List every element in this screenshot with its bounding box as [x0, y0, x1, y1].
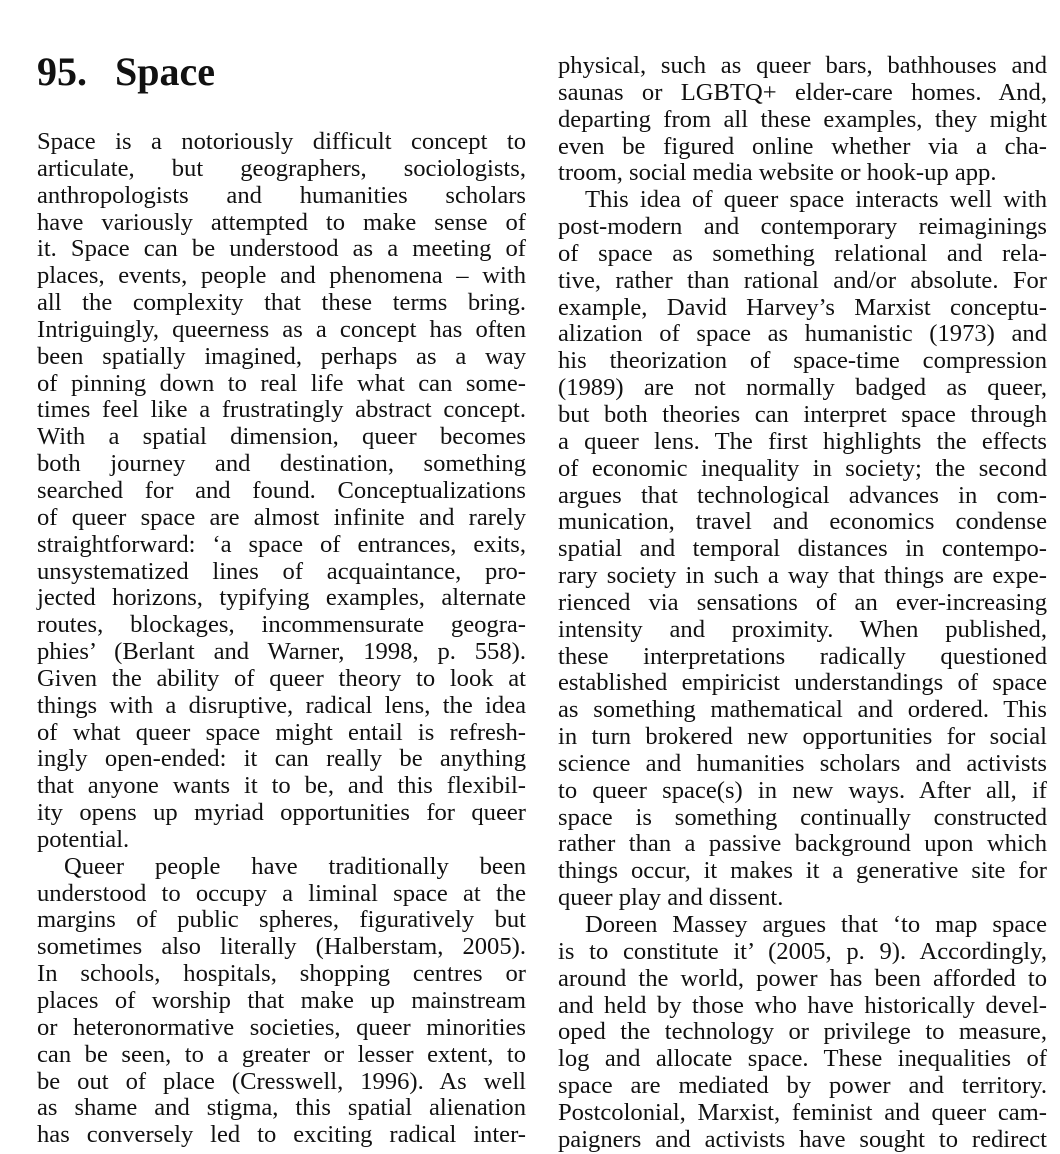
text-line: Given the ability of queer theory to look at — [37, 664, 526, 692]
text-line: times feel like a frustratingly abstract concept. — [37, 396, 526, 424]
text-line: anthropologists and humanities scholars — [37, 181, 526, 209]
text-line: of what queer space might entail is refresh- — [37, 718, 526, 746]
text-line: but both theories can interpret space through — [558, 400, 1047, 428]
text-line: (1989) are not normally badged as queer, — [558, 374, 1047, 402]
text-line: as shame and stigma, this spatial alienation — [37, 1094, 526, 1122]
text-line: saunas or LGBTQ+ elder-care homes. And, — [558, 78, 1047, 106]
text-line: rienced via sensations of an ever-increasing — [558, 588, 1047, 616]
text-line: searched for and found. Conceptualizations — [37, 476, 526, 504]
chapter-number: 95. — [37, 49, 87, 94]
text-line: or heteronormative societies, queer minorities — [37, 1013, 526, 1041]
text-line: around the world, power has been afforded to — [558, 964, 1047, 992]
text-line: these interpretations radically questioned — [558, 642, 1047, 670]
text-line: and held by those who have historically devel- — [558, 991, 1047, 1019]
text-line: places of worship that make up mainstream — [37, 987, 526, 1014]
text-line: sometimes also literally (Halberstam, 2005). — [37, 933, 526, 961]
text-line: a queer lens. The first highlights the effects — [558, 427, 1047, 455]
text-line: be out of place (Cresswell, 1996). As well — [37, 1067, 526, 1095]
text-line: of queer space are almost infinite and rarely — [37, 503, 526, 531]
text-line: that anyone wants it to be, and this flexibil- — [37, 772, 526, 800]
text-line: places, events, people and phenomena – with — [37, 262, 526, 290]
text-line: In schools, hospitals, shopping centres or — [37, 960, 526, 988]
text-line: it. Space can be understood as a meeting of — [37, 235, 526, 263]
text-line: as something mathematical and ordered. This — [558, 696, 1047, 724]
text-line: things occur, it makes it a generative site for — [558, 857, 1047, 885]
text-line: phies’ (Berlant and Warner, 1998, p. 558). — [37, 638, 526, 666]
left-text-column — [37, 129, 526, 1149]
text-line: to queer space(s) in new ways. After all, if — [558, 776, 1047, 804]
text-line: has conversely led to exciting radical inter- — [37, 1121, 526, 1149]
text-line: science and humanities scholars and activists — [558, 749, 1047, 777]
right-text-column — [558, 53, 1047, 1154]
chapter-title: Space — [115, 49, 215, 94]
text-line: unsystematized lines of acquaintance, pro- — [37, 557, 526, 585]
text-line: can be seen, to a greater or lesser extent, to — [37, 1040, 526, 1068]
text-line: both journey and destination, something — [37, 450, 526, 478]
text-line: routes, blockages, incommensurate geogra- — [37, 611, 526, 639]
text-line: ity opens up myriad opportunities for queer — [37, 799, 526, 827]
text-line: all the complexity that these terms bring. — [37, 289, 526, 317]
text-line: This idea of queer space interacts well with — [585, 186, 1047, 214]
text-line: rather than a passive background upon which — [558, 830, 1047, 858]
text-line: understood to occupy a liminal space at the — [37, 879, 526, 907]
text-line: jected horizons, typifying examples, alternate — [37, 584, 526, 612]
text-line: Intriguingly, queerness as a concept has often — [37, 315, 526, 343]
text-line: departing from all these examples, they might — [558, 105, 1047, 133]
text-line: intensity and proximity. When published, — [558, 615, 1047, 643]
text-line: oped the technology or privilege to measure, — [558, 1018, 1047, 1046]
text-line: physical, such as queer bars, bathhouses and — [558, 52, 1047, 79]
chapter-heading — [37, 46, 215, 98]
text-line: spatial and temporal distances in contempo- — [558, 535, 1047, 563]
text-line: Postcolonial, Marxist, feminist and queer cam- — [558, 1098, 1047, 1126]
text-line: been spatially imagined, perhaps as a way — [37, 342, 526, 370]
text-line: Queer people have traditionally been — [64, 852, 526, 880]
text-line: of space as something relational and rela- — [558, 239, 1047, 267]
text-line: log and allocate space. These inequalities of — [558, 1045, 1047, 1073]
text-line: margins of public spheres, figuratively but — [37, 906, 526, 934]
text-line: of pinning down to real life what can some- — [37, 369, 526, 397]
text-line: ingly open-ended: it can really be anything — [37, 745, 526, 773]
text-line: his theorization of space-time compression — [558, 347, 1047, 375]
text-line: rary society in such a way that things are expe- — [558, 562, 1047, 590]
text-line: munication, travel and economics condense — [558, 508, 1047, 536]
text-line: of economic inequality in society; the second — [558, 454, 1047, 482]
text-line: tive, rather than rational and/or absolute. For — [558, 266, 1047, 294]
text-line: things with a disruptive, radical lens, the idea — [37, 691, 526, 719]
text-line: potential. — [37, 825, 130, 853]
text-line: in turn brokered new opportunities for social — [558, 723, 1047, 751]
text-line: Doreen Massey argues that ‘to map space — [585, 911, 1047, 938]
text-line: post-modern and contemporary reimaginings — [558, 213, 1047, 241]
text-line: even be figured online whether via a cha- — [558, 132, 1047, 160]
text-line: argues that technological advances in com- — [558, 481, 1047, 509]
text-line: example, David Harvey’s Marxist conceptu- — [558, 293, 1047, 321]
text-line: established empiricist understandings of space — [558, 669, 1047, 697]
text-line: With a spatial dimension, queer becomes — [37, 423, 526, 451]
text-line: paigners and activists have sought to redirect — [558, 1125, 1047, 1153]
text-line: have variously attempted to make sense of — [37, 208, 526, 236]
text-line: straightforward: ‘a space of entrances, exits, — [37, 530, 526, 558]
text-line: articulate, but geographers, sociologists, — [37, 154, 526, 182]
text-line: queer play and dissent. — [558, 884, 784, 912]
text-line: alization of space as humanistic (1973) and — [558, 320, 1047, 348]
text-line: troom, social media website or hook-up app. — [558, 159, 997, 187]
text-line: Space is a notoriously difficult concept to — [37, 128, 526, 155]
text-line: space are mediated by power and territory. — [558, 1072, 1047, 1100]
text-line: is to constitute it’ (2005, p. 9). Accordingly, — [558, 937, 1047, 965]
text-line: space is something continually constructed — [558, 803, 1047, 831]
